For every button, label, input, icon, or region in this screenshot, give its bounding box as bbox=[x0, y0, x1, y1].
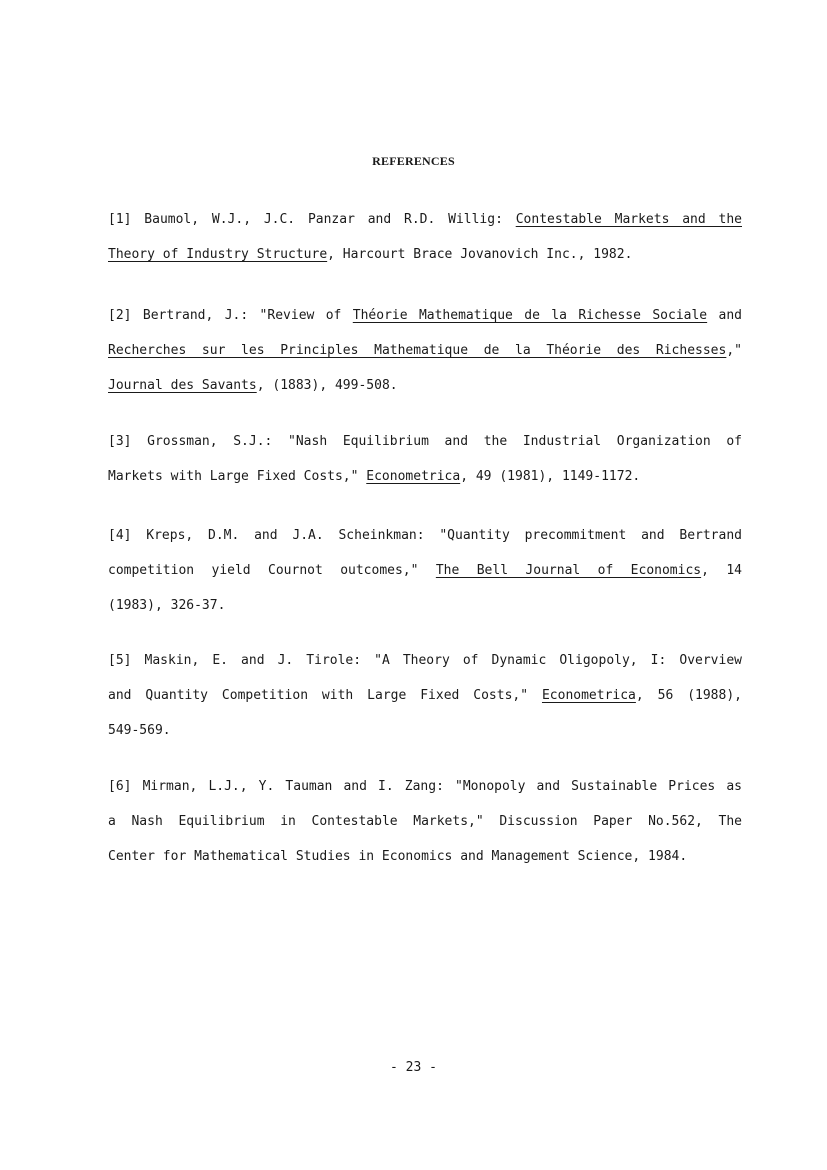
reference-line: Center for Mathematical Studies in Economics and Management Science, 1984. bbox=[108, 849, 688, 864]
reference-journal: The Bell Journal of Economics bbox=[435, 563, 702, 578]
reference-line bbox=[108, 341, 742, 376]
reference-4 bbox=[108, 526, 742, 631]
reference-text: and Quantity Competition with Large Fixed Costs," bbox=[108, 688, 542, 703]
reference-text: , 14 bbox=[701, 563, 742, 578]
reference-text: , Harcourt Brace Jovanovich Inc., 1982. bbox=[327, 247, 633, 262]
reference-text: [2] Bertrand, J.: "Review of bbox=[108, 308, 353, 323]
reference-text: , (1883), 499-508. bbox=[256, 378, 398, 393]
reference-journal: Econometrica bbox=[366, 469, 461, 484]
reference-line bbox=[108, 210, 742, 245]
reference-line: [4] Kreps, D.M. and J.A. Scheinkman: "Quantity precommitment and Bertrand bbox=[108, 528, 742, 543]
reference-journal: Econometrica bbox=[541, 688, 636, 703]
reference-line: (1983), 326-37. bbox=[108, 598, 226, 613]
reference-line: 549-569. bbox=[108, 723, 171, 738]
reference-journal: Journal des Savants bbox=[108, 378, 257, 393]
reference-line: [5] Maskin, E. and J. Tirole: "A Theory of Dynamic Oligopoly, I: Overview bbox=[108, 653, 742, 668]
reference-title: Recherches sur les Principles Mathematique de la Théorie des Richesses bbox=[108, 343, 727, 358]
reference-line bbox=[108, 306, 742, 341]
reference-line bbox=[108, 686, 742, 721]
reference-text: competition yield Cournot outcomes," bbox=[108, 563, 436, 578]
reference-text: , 49 (1981), 1149-1172. bbox=[460, 469, 641, 484]
reference-line bbox=[108, 245, 742, 280]
reference-line: [3] Grossman, S.J.: "Nash Equilibrium and the Industrial Organization of bbox=[108, 434, 742, 449]
reference-line: [6] Mirman, L.J., Y. Tauman and I. Zang: "Monopoly and Sustainable Prices as bbox=[108, 779, 742, 794]
reference-3 bbox=[108, 432, 742, 502]
reference-6 bbox=[108, 777, 742, 882]
reference-text: , 56 (1988), bbox=[635, 688, 742, 703]
reference-line bbox=[108, 467, 742, 502]
reference-line: a Nash Equilibrium in Contestable Markets," Discussion Paper No.562, The bbox=[108, 814, 742, 829]
reference-title: Contestable Markets and the bbox=[515, 212, 742, 227]
reference-title: Théorie Mathematique de la Richesse Sociale bbox=[352, 308, 708, 323]
reference-text: Markets with Large Fixed Costs," bbox=[108, 469, 367, 484]
reference-line bbox=[108, 376, 742, 411]
reference-5 bbox=[108, 651, 742, 756]
reference-text: and bbox=[707, 308, 743, 323]
page-number: - 23 - bbox=[390, 1060, 437, 1075]
reference-text: ," bbox=[726, 343, 742, 358]
reference-1 bbox=[108, 210, 742, 280]
reference-2 bbox=[108, 306, 742, 411]
reference-title: Theory of Industry Structure bbox=[108, 247, 328, 262]
reference-text: [1] Baumol, W.J., J.C. Panzar and R.D. Willig: bbox=[108, 212, 516, 227]
reference-line bbox=[108, 561, 742, 596]
page-title: REFERENCES bbox=[372, 154, 455, 168]
